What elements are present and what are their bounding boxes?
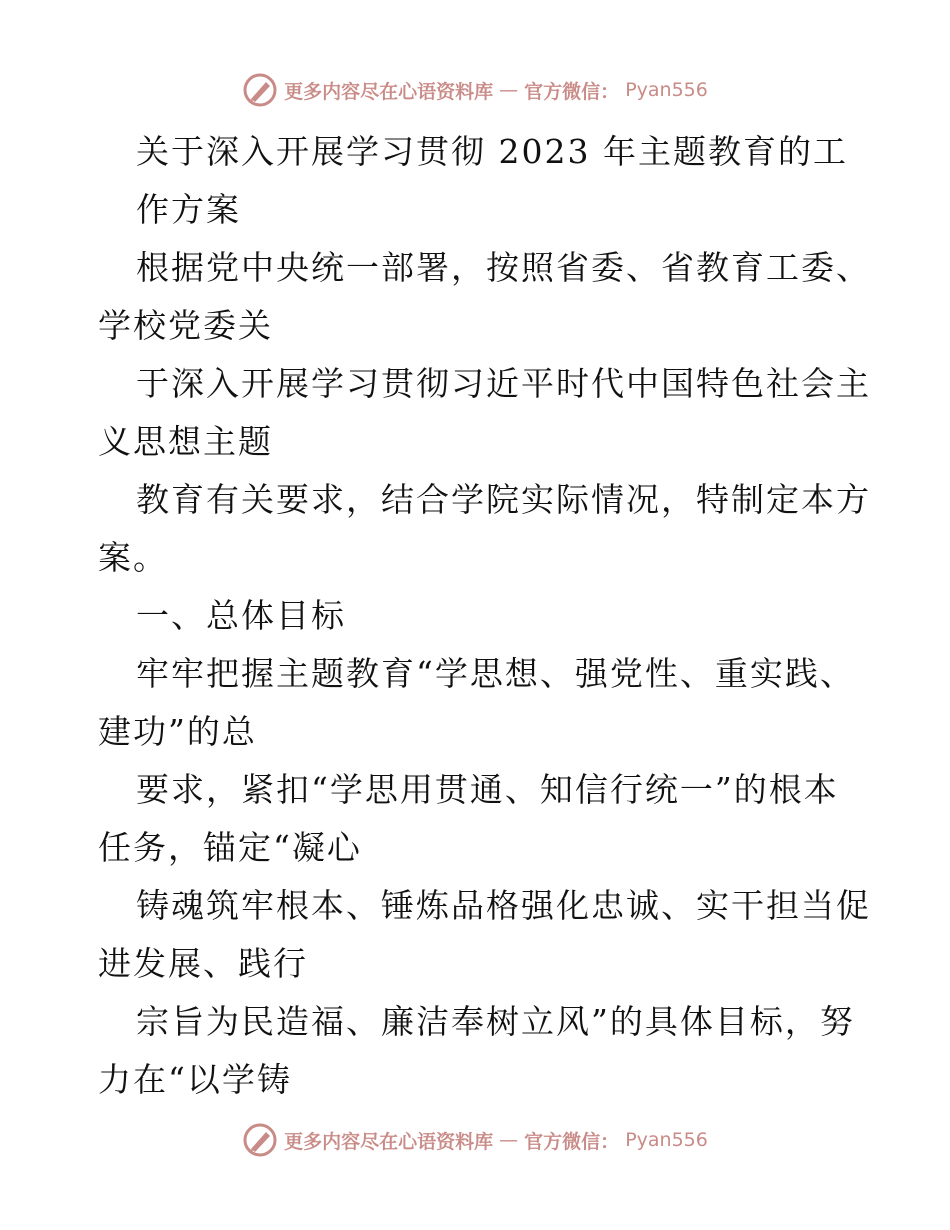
paragraph-line: 义思想主题	[98, 422, 273, 461]
watermark-header	[0, 70, 950, 110]
watermark-text: 更多内容尽在心语资料库	[284, 80, 494, 103]
watermark-footer	[0, 1120, 950, 1160]
watermark-separator: —	[499, 1129, 519, 1151]
document-body	[98, 123, 878, 1109]
paragraph-line: 牢牢把握主题教育“学思想、强党性、重实践、	[136, 654, 855, 693]
watermark-suffix: 官方微信：	[524, 80, 620, 103]
pen-logo-icon	[242, 1122, 278, 1158]
paragraph-line: 于深入开展学习贯彻习近平时代中国特色社会主	[136, 364, 871, 403]
paragraph-line: 建功”的总	[98, 712, 257, 751]
paragraph-line: 力在“以学铸	[98, 1060, 292, 1099]
paragraph-line: 任务，锚定“凝心	[98, 828, 362, 867]
watermark-text: 更多内容尽在心语资料库	[284, 1130, 494, 1153]
paragraph-line: 教育有关要求，结合学院实际情况，特制定本方	[136, 480, 871, 519]
paragraph-line: 案。	[98, 538, 168, 577]
paragraph-line: 要求，紧扣“学思用贯通、知信行统一”的根本	[136, 770, 839, 809]
paragraph-line: 铸魂筑牢根本、锤炼品格强化忠诚、实干担当促	[136, 886, 871, 925]
title-line-1: 关于深入开展学习贯彻 2023 年主题教育的工	[136, 132, 848, 171]
watermark-wechat-id: Pyan556	[625, 1129, 708, 1151]
paragraph-line: 进发展、践行	[98, 944, 308, 983]
paragraph-line: 学校党委关	[98, 306, 273, 345]
paragraph-line: 根据党中央统一部署，按照省委、省教育工委、	[136, 248, 871, 287]
watermark-wechat-id: Pyan556	[625, 79, 708, 101]
paragraph-line: 宗旨为民造福、廉洁奉树立风”的具体目标，努	[136, 1002, 855, 1041]
watermark-separator: —	[499, 79, 519, 101]
watermark-suffix: 官方微信：	[524, 1130, 620, 1153]
title-line-2: 作方案	[136, 190, 241, 229]
section-heading: 一、总体目标	[136, 596, 346, 635]
pen-logo-icon	[242, 72, 278, 108]
